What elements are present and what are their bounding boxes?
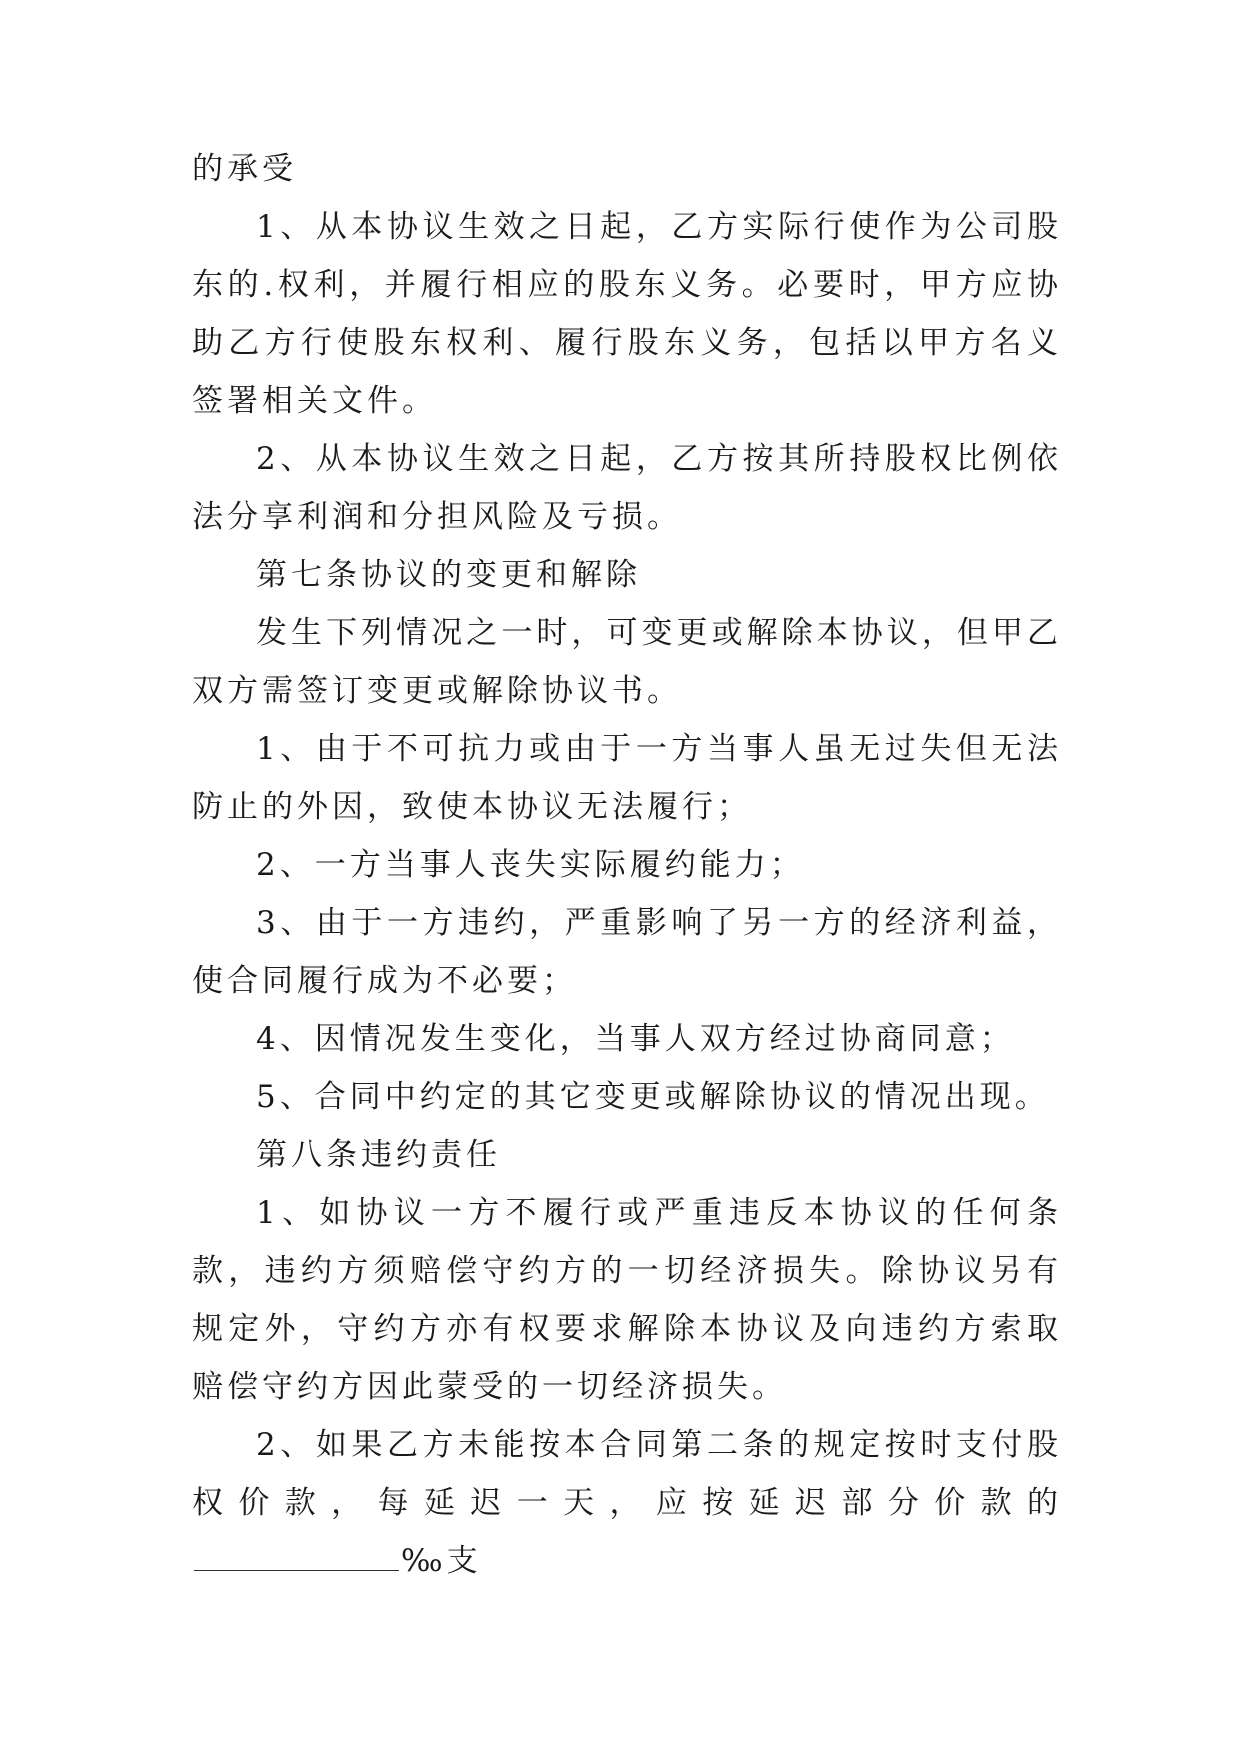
paragraph-conditions-intro: 发生下列情况之一时，可变更或解除本协议，但甲乙双方需签订变更或解除协议书。 xyxy=(192,615,1062,709)
paragraph-clause-1: 1、从本协议生效之日起，乙方实际行使作为公司股东的.权利，并履行相应的股东义务。必要时，甲方应协助乙方行使股东权利、履行股东义务，包括以甲方名义签署相关文件。 xyxy=(192,209,1062,419)
paragraph-liability-1: 1、如协议一方不履行或严重违反本协议的任何条款，违约方须赔偿守约方的一切经济损失。除协议另有规定外，守约方亦有权要求解除本协议及向违约方索取赔偿守约方因此蒙受的一切经济损失。 xyxy=(192,1195,1062,1405)
paragraph-condition-1: 1、由于不可抗力或由于一方当事人虽无过失但无法防止的外因，致使本协议无法履行； xyxy=(192,731,1062,825)
paragraph-liability-2 xyxy=(192,1416,1062,1590)
paragraph-continuation: 的承受 xyxy=(192,151,297,187)
document-page xyxy=(192,140,1062,1590)
paragraph-condition-2: 2、一方当事人丧失实际履约能力； xyxy=(256,847,805,883)
paragraph-clause-2: 2、从本协议生效之日起，乙方按其所持股权比例依法分享利润和分担风险及亏损。 xyxy=(192,441,1062,535)
paragraph-condition-5: 5、合同中约定的其它变更或解除协议的情况出现。 xyxy=(256,1079,1050,1115)
liability-2-text: 2、如果乙方未能按本合同第二条的规定按时支付股权价款，每延迟一天，应按延迟部分价款的 xyxy=(192,1427,1062,1521)
fill-in-blank xyxy=(194,1540,399,1571)
paragraph-condition-3: 3、由于一方违约，严重影响了另一方的经济利益，使合同履行成为不必要； xyxy=(192,905,1062,999)
paragraph-condition-4: 4、因情况发生变化，当事人双方经过协商同意； xyxy=(256,1021,1015,1057)
liability-2-tail: ‰支 xyxy=(401,1543,482,1579)
section-heading-article-7: 第七条协议的变更和解除 xyxy=(256,557,641,593)
section-heading-article-8: 第八条违约责任 xyxy=(256,1137,501,1173)
